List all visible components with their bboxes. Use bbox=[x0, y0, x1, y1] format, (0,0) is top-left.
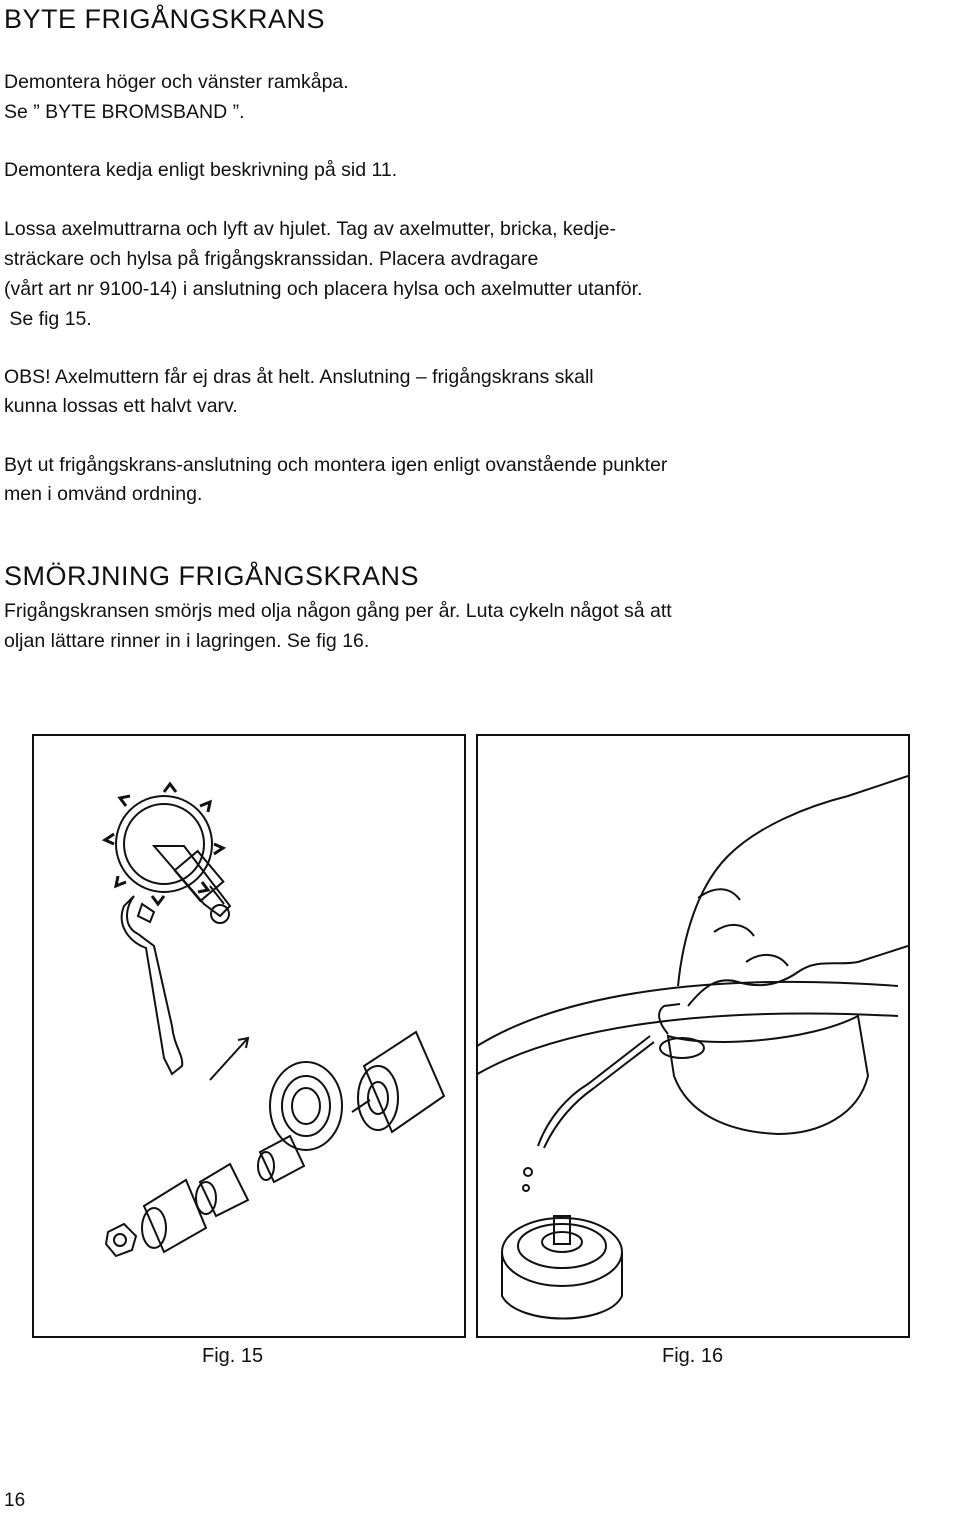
figure-15-frame bbox=[32, 734, 466, 1338]
paragraph-line: oljan lättare rinner in i lagringen. Se fig 16. bbox=[4, 630, 370, 652]
figure-16-frame bbox=[476, 734, 910, 1338]
paragraph-line: Byt ut frigångskrans-anslutning och montera igen enligt ovanstående punkter bbox=[4, 454, 668, 476]
paragraph-line: Demontera kedja enligt beskrivning på sid 11. bbox=[4, 159, 398, 181]
oiling-illustration bbox=[478, 736, 908, 1336]
figure-15-caption: Fig. 15 bbox=[202, 1345, 264, 1367]
section-title-byte-frigangskrans: BYTE FRIGÅNGSKRANS bbox=[4, 4, 326, 34]
paragraph-line: (vårt art nr 9100-14) i anslutning och placera hylsa och axelmutter utanför. bbox=[4, 278, 643, 300]
paragraph-line: Se ” BYTE BROMSBAND ”. bbox=[4, 101, 245, 123]
freewheel-removal-illustration bbox=[34, 736, 464, 1336]
figure-16-caption: Fig. 16 bbox=[662, 1345, 724, 1367]
paragraph-line: Frigångskransen smörjs med olja någon gång per år. Luta cykeln något så att bbox=[4, 600, 672, 622]
warning-line: OBS! Axelmuttern får ej dras åt helt. Anslutning – frigångskrans skall bbox=[4, 366, 594, 388]
section-title-smorjning: SMÖRJNING FRIGÅNGSKRANS bbox=[4, 561, 420, 591]
paragraph-line: Demontera höger och vänster ramkåpa. bbox=[4, 71, 349, 93]
paragraph-line: Lossa axelmuttrarna och lyft av hjulet. Tag av axelmutter, bricka, kedje- bbox=[4, 218, 617, 240]
paragraph-line: men i omvänd ordning. bbox=[4, 483, 203, 505]
paragraph-line: sträckare och hylsa på frigångskranssidan. Placera avdragare bbox=[4, 248, 539, 270]
paragraph-line: Se fig 15. bbox=[4, 308, 92, 330]
page-number: 16 bbox=[4, 1490, 26, 1511]
warning-line: kunna lossas ett halvt varv. bbox=[4, 395, 238, 417]
